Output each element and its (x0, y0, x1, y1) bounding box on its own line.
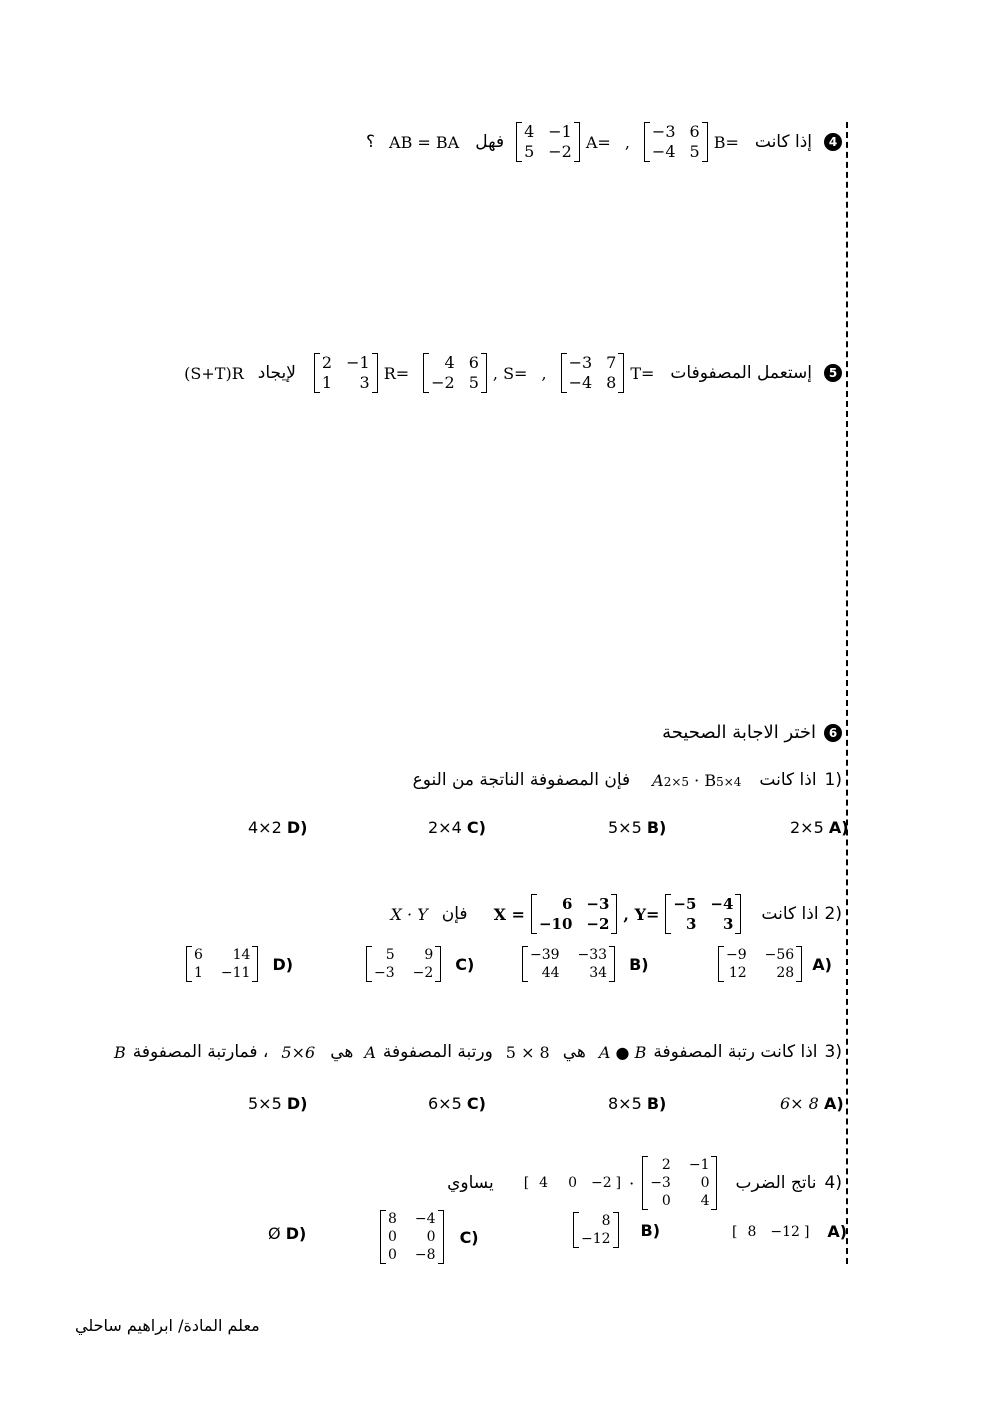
matrix-x: 6 −3 −10 −2 (531, 894, 617, 934)
separator-comma: , (541, 363, 547, 383)
matrix-b-symbol: B (113, 1042, 126, 1062)
matrix-b-label: B= (713, 132, 739, 152)
question-text-if: إذا كانت (754, 132, 812, 152)
option-a-matrix: −9 −56 12 28 (718, 946, 802, 982)
option-b[interactable]: 5×5 B) (608, 818, 667, 837)
part-text: ناتج الضرب (735, 1173, 817, 1193)
question-expression: (S+T)R (184, 363, 244, 383)
part-text-equals: يساوي (447, 1173, 494, 1193)
dimension-2: 5×6 (281, 1042, 316, 1062)
dimension-1: 5 × 8 (505, 1042, 550, 1062)
matrix-r-label: R= (383, 363, 410, 383)
product-expression: A2×5 · B5×4 (652, 770, 742, 790)
part-number: 4) (824, 1173, 842, 1193)
question-number: 5 (824, 364, 842, 382)
part-number: 1) (824, 770, 842, 790)
option-a-row: [ 8 −12 ] (732, 1223, 810, 1240)
matrix-t: −3 7 −4 8 (561, 353, 625, 393)
option-a-label: A) (812, 954, 832, 974)
part-text-is-1: هي (562, 1042, 586, 1062)
question-mark: ؟ (366, 132, 376, 152)
row-vector: [ 4 0 −2 ] (523, 1175, 622, 1191)
expr-ab: A ● B (598, 1042, 647, 1062)
option-c-matrix: 5 9 −3 −2 (366, 946, 441, 982)
question-expression: AB = BA (389, 132, 460, 152)
part-3-question (114, 1042, 842, 1062)
margin-dashed-line (846, 122, 848, 1264)
option-d[interactable]: 5×5 D) (248, 1094, 308, 1113)
matrix-y-label: , Y= (623, 904, 660, 924)
question-text-find: لإيجاد (257, 363, 296, 383)
section-title: اختر الاجابة الصحيحة (662, 722, 816, 743)
question-text-then: فهل (475, 132, 505, 152)
option-d[interactable]: Ø D) (268, 1224, 307, 1243)
matrix-x-label: X = (493, 904, 525, 924)
question-5 (184, 350, 842, 396)
question-text-use: إستعمل المصفوفات (670, 363, 812, 383)
part-1-question (413, 770, 842, 790)
part-4-question (447, 1152, 842, 1214)
part-text-then: فإن المصفوفة الناتجة من النوع (412, 770, 631, 790)
option-b[interactable] (522, 946, 649, 982)
part-text-if: اذا كانت (759, 770, 817, 790)
matrix-s: 4 6 −2 5 (423, 353, 487, 393)
part-text-3: ، فمارتبة المصفوفة (132, 1042, 269, 1062)
matrix-s-label: , S= (492, 363, 528, 383)
option-b-matrix: −39 −33 44 34 (522, 946, 615, 982)
option-c-label: C) (455, 954, 475, 974)
part-text-is-2: هي (330, 1042, 354, 1062)
product-expression: X · Y (390, 904, 428, 924)
matrix-b: −3 6 −4 5 (644, 122, 708, 162)
option-d-matrix: 6 14 1 −11 (186, 946, 258, 982)
matrix-a: 4 −1 5 −2 (516, 122, 580, 162)
matrix-3x2: 2 −1 −3 0 0 4 (642, 1156, 717, 1210)
option-c-label: C) (459, 1227, 479, 1247)
question-number: 6 (824, 724, 842, 742)
option-c[interactable]: 6×5 C) (428, 1094, 486, 1113)
matrix-y: −5 −4 3 3 (665, 894, 741, 934)
option-a[interactable]: 6× 8 A) (780, 1094, 844, 1113)
question-4 (366, 120, 842, 164)
part-text-2: ورتبة المصفوفة (382, 1042, 493, 1062)
option-c-matrix: 8 −4 0 0 0 −8 (380, 1210, 444, 1264)
part-number: 3) (824, 1042, 842, 1062)
matrix-a-label: A= (585, 132, 611, 152)
product-dot: · (629, 1173, 635, 1193)
option-a[interactable] (732, 1222, 847, 1241)
separator-comma: , (624, 132, 630, 152)
option-d[interactable] (186, 946, 293, 982)
matrix-r: 2 −1 1 3 (314, 353, 378, 393)
option-d-label: D) (272, 954, 294, 974)
option-c[interactable] (366, 946, 474, 982)
option-c[interactable] (380, 1210, 479, 1264)
part-number: 2) (824, 904, 842, 924)
option-a[interactable]: 2×5 A) (790, 818, 849, 837)
matrix-a-symbol: A (364, 1042, 376, 1062)
option-c[interactable]: 2×4 C) (428, 818, 486, 837)
option-d[interactable]: 4×2 D) (248, 818, 308, 837)
part-2-question (391, 890, 842, 938)
question-number: 4 (824, 133, 842, 151)
part-text-then: فإن (441, 904, 468, 924)
part-text-if: اذا كانت (761, 904, 819, 924)
option-b-label: B) (629, 954, 649, 974)
teacher-signature: معلم المادة/ ابراهيم ساحلي (75, 1316, 260, 1335)
option-b[interactable] (573, 1212, 660, 1248)
option-a-label: A) (827, 1222, 848, 1241)
option-b-label: B) (640, 1220, 661, 1240)
question-6-title (662, 722, 842, 743)
option-b[interactable]: 8×5 B) (608, 1094, 667, 1113)
option-a[interactable] (718, 946, 832, 982)
part-text-1: اذا كانت رتبة المصفوفة (653, 1042, 818, 1062)
option-b-column: 8 −12 (573, 1212, 619, 1248)
matrix-t-label: T= (630, 363, 655, 383)
